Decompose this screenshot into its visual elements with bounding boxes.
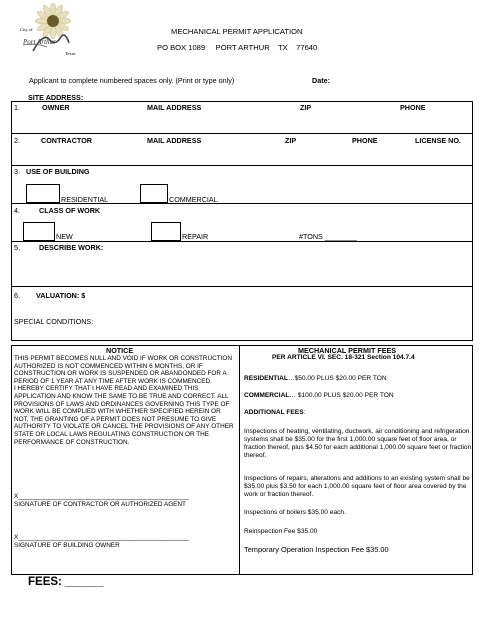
repair-inspection-fee: Inspections of repairs, alterations and additions to an existing system shall be $35.00 plus $3.50 for each 1,000.00 square feet of floor area covered by the work or fraction thereof.	[244, 475, 470, 498]
additional-fees-heading	[244, 409, 470, 417]
row5-number: 5.	[14, 243, 20, 252]
notice-title: NOTICE	[106, 346, 134, 355]
city-logo	[3, 3, 95, 63]
contractor-mail-address-label: MAIL ADDRESS	[147, 136, 202, 145]
owner-input[interactable]	[12, 113, 472, 132]
commercial-fee	[244, 392, 470, 400]
logo-text-name: Port Arthur	[23, 38, 56, 46]
notice-text: THIS PERMIT BECOMES NULL AND VOID IF WORK OR CONSTRUCTION AUTHORIZED IS NOT COMMENCED WITHIN 6 MONTHS, OR IF CONSTRUCTION OR WORK IS SUSPENDED OR ABANDONDED FOR A PERIOD OF 1 YEAR AT ANY TIME AFTER WORK IS COMMENCED. I HEREBY CERTIFY THAT I HAVE READ AND EXAMINED THIS APPLICATION AND KNOW THE SAME TO BE TRUE AND CORRECT. ALL PROVISIONS OF LAWS AND ORDINANCES GOVERNING THIS TYPE OF WORK WILL BE COMPLIED WITH WHETHER SPECIFIED HEREIN OR NOT. THE GRANTING OF A PERMIT DOES NOT PRESUME TO GIVE AUTHORITY TO VIOLATE OR CANCEL THE PROVISIONS OF ANY OTHER STATE OR LOCAL LAWS REGULATING CONSTRUCTION OR THE PERFORMANCE OF CONSTRUCTION.	[14, 355, 234, 446]
owner-phone-label: PHONE	[400, 103, 426, 112]
class-of-work-label: CLASS OF WORK	[39, 206, 101, 215]
reinspection-fee: Reinspection Fee $35.00	[244, 528, 318, 535]
residential-fee-label: RESIDENTIAL	[244, 375, 288, 382]
form-title: MECHANICAL PERMIT APPLICATION	[171, 27, 303, 36]
owner-zip-label: ZIP	[300, 103, 312, 112]
special-conditions-label: SPECIAL CONDITIONS:	[14, 317, 94, 326]
commercial-fee-text: … $100.00 PLUS $20.00 PER TON	[289, 392, 394, 399]
describe-work-label: DESCRIBE WORK:	[39, 243, 104, 252]
contractor-signature-label: SIGNATURE OF CONTRACTOR OR AUTHORIZED AGENT	[14, 501, 186, 508]
valuation-label: VALUATION: $	[36, 291, 86, 300]
row1-number: 1.	[14, 103, 20, 112]
residential-fee	[244, 375, 470, 383]
sunflower-logo-icon	[3, 3, 95, 63]
logo-text-city: City of	[20, 27, 33, 32]
form-address: PO BOX 1089 PORT ARTHUR TX 77640	[157, 43, 318, 52]
fees-total-field[interactable]: FEES: ______	[28, 576, 104, 588]
residential-checkbox[interactable]	[26, 184, 60, 203]
owner-signature-label: SIGNATURE OF BUILDING OWNER	[14, 542, 120, 549]
date-label: Date:	[312, 76, 330, 85]
additional-fees-label: ADDITIONAL FEES	[244, 409, 304, 416]
site-address-label: SITE ADDRESS:	[28, 93, 84, 102]
new-checkbox[interactable]	[23, 222, 55, 241]
temporary-operation-fee: Temporary Operation Inspection Fee $35.00	[244, 545, 389, 554]
owner-signature-line[interactable]: X________________________________________________	[14, 534, 189, 541]
tons-field[interactable]: #TONS ________	[299, 232, 357, 241]
use-of-building-label: USE OF BUILDING	[26, 167, 90, 176]
contractor-input[interactable]	[12, 146, 472, 164]
owner-label: OWNER	[42, 103, 70, 112]
contractor-phone-label: PHONE	[352, 136, 378, 145]
additional-fees-colon: :	[303, 409, 306, 416]
valuation-input[interactable]	[100, 289, 460, 301]
contractor-label: CONTRACTOR	[41, 136, 92, 145]
row3-number: 3.	[14, 167, 20, 176]
residential-fee-text: …$50.00 PLUS $20.00 PER TON	[287, 375, 387, 382]
commercial-label: COMMERCIAL	[169, 195, 218, 204]
contractor-zip-label: ZIP	[285, 136, 297, 145]
commercial-fee-label: COMMERCIAL	[244, 392, 290, 399]
owner-mail-address-label: MAIL ADDRESS	[147, 103, 202, 112]
new-label: NEW	[56, 232, 73, 241]
row6-number: 6.	[14, 291, 20, 300]
contractor-signature-line[interactable]: X________________________________________________	[14, 493, 189, 500]
logo-text-state: Texas	[65, 51, 76, 56]
row4-number: 4.	[14, 206, 20, 215]
repair-checkbox[interactable]	[151, 222, 181, 241]
fees-panel-title: MECHANICAL PERMIT FEES	[298, 346, 397, 355]
boiler-inspection-fee: Inspections of boilers $35.00 each.	[244, 509, 346, 516]
fees-panel-subtitle: PER ARTICLE VI. SEC. 18-321 Section 104.7.4	[272, 354, 415, 361]
license-label: LICENSE NO.	[415, 136, 461, 145]
commercial-checkbox[interactable]	[140, 184, 168, 203]
repair-label: REPAIR	[182, 232, 209, 241]
instructions: Applicant to complete numbered spaces only. (Print or type only)	[29, 76, 235, 85]
row2-number: 2.	[14, 136, 20, 145]
residential-label: RESIDENTIAL	[61, 195, 109, 204]
hvac-inspection-fee: Inspections of heating, ventilating, ductwork, air conditioning and refrigeration systems shall be $35.00 for the first 1,000.00 square feet of floor area, or fraction thereof, plus $4.50 for each additional 1,000.00 square feet or fraction thereof.	[244, 428, 472, 459]
describe-work-input[interactable]	[12, 253, 472, 285]
